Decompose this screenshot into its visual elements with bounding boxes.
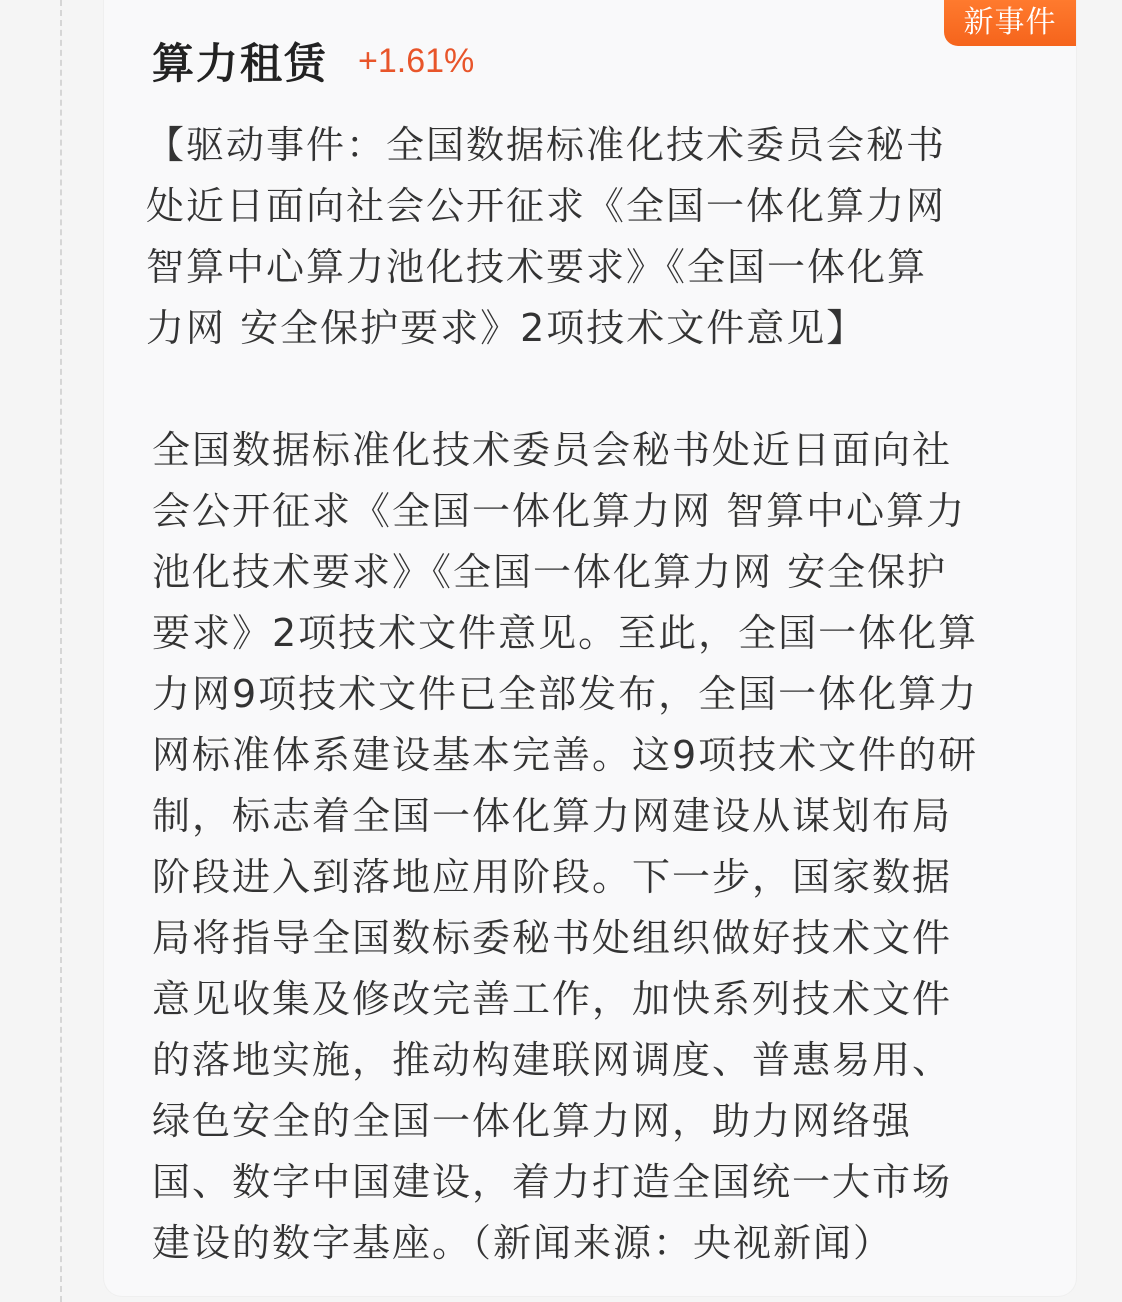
timeline-rail xyxy=(60,0,62,1302)
sector-title[interactable]: 算力租赁 xyxy=(152,39,329,88)
body-line: 意见收集及修改完善工作，加快系列技术文件 xyxy=(152,977,953,1021)
body-line: 绿色安全的全国一体化算力网，助力网络强 xyxy=(152,1099,913,1143)
driver-line: 处近日面向社会公开征求《全国一体化算力网 xyxy=(146,184,947,228)
driver-line: 【驱动事件：全国数据标准化技术委员会秘书 xyxy=(146,123,947,167)
body-line: 全国数据标准化技术委员会秘书处近日面向社 xyxy=(152,428,953,472)
body-line: 局将指导全国数标委秘书处组织做好技术文件 xyxy=(152,916,953,960)
body-line: 池化技术要求》《全国一体化算力网 安全保护 xyxy=(152,550,948,594)
paragraph-gap xyxy=(152,359,1032,420)
body-line: 网标准体系建设基本完善。这9项技术文件的研 xyxy=(152,733,979,777)
body-line: 会公开征求《全国一体化算力网 智算中心算力 xyxy=(152,489,967,533)
body-line: 建设的数字基座。（新闻来源：央视新闻） xyxy=(152,1221,894,1265)
new-event-badge: 新事件 xyxy=(944,0,1076,46)
driver-line: 力网 安全保护要求》2项技术文件意见】 xyxy=(146,306,867,350)
body-line: 制，标志着全国一体化算力网建设从谋划布局 xyxy=(152,794,953,838)
event-card[interactable] xyxy=(104,0,1076,1296)
title-row xyxy=(152,30,474,92)
driver-line: 智算中心算力池化技术要求》《全国一体化算 xyxy=(146,245,928,289)
driver-event-paragraph xyxy=(146,115,1032,359)
body-line: 要求》2项技术文件意见。至此，全国一体化算 xyxy=(152,611,979,655)
news-body-paragraph xyxy=(152,420,1032,1274)
body-line: 的落地实施，推动构建联网调度、普惠易用、 xyxy=(152,1038,953,1082)
sector-change: +1.61% xyxy=(358,41,475,80)
event-content xyxy=(146,115,1032,1274)
body-line: 国、数字中国建设，着力打造全国统一大市场 xyxy=(152,1160,953,1204)
body-line: 阶段进入到落地应用阶段。下一步，国家数据 xyxy=(152,855,953,899)
body-line: 力网9项技术文件已全部发布，全国一体化算力 xyxy=(152,672,979,716)
